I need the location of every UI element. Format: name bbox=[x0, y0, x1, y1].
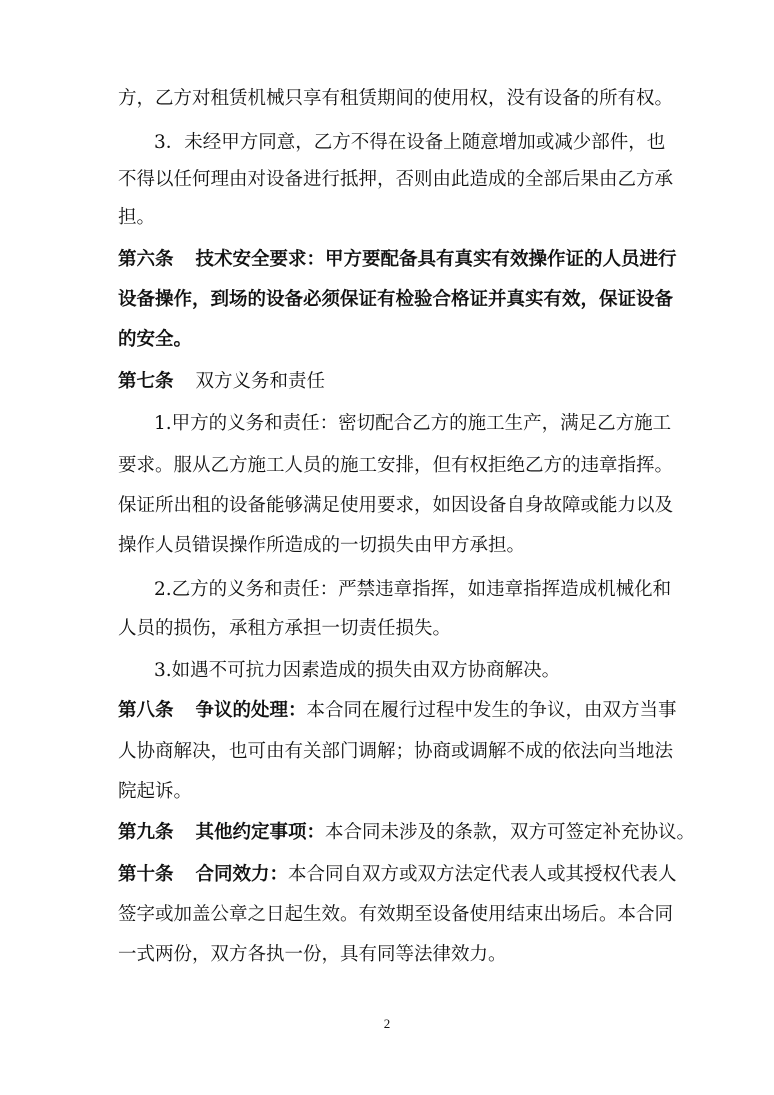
article-9 bbox=[118, 818, 695, 844]
article-heading: 第九条 bbox=[118, 822, 174, 843]
article-title: 合同效力： bbox=[195, 864, 289, 885]
paragraph-line: 院起诉。 bbox=[118, 781, 193, 802]
paragraph-line: 人员的损伤，承租方承担一切责任损失。 bbox=[118, 618, 452, 639]
page-number: 2 bbox=[383, 1016, 391, 1031]
article-10 bbox=[118, 860, 677, 886]
article-heading: 第八条 bbox=[118, 700, 174, 721]
article-7 bbox=[118, 367, 325, 393]
paragraph-line: 要求。服从乙方施工人员的施工安排，但有权拒绝乙方的违章指挥。 bbox=[118, 455, 674, 476]
paragraph-line: 的安全。 bbox=[118, 329, 193, 350]
article-heading: 第六条 bbox=[118, 249, 174, 270]
article-text: 本合同未涉及的条款，双方可签定补充协议。 bbox=[325, 822, 696, 843]
article-text: 本合同在履行过程中发生的争议，由双方当事 bbox=[306, 700, 677, 721]
paragraph-line: 2.乙方的义务和责任：严禁违章指挥，如违章指挥造成机械化和 bbox=[154, 579, 672, 600]
article-title: 双方义务和责任 bbox=[195, 371, 326, 392]
paragraph-line: 担。 bbox=[118, 207, 156, 228]
article-heading: 第十条 bbox=[118, 864, 174, 885]
article-title: 其他约定事项： bbox=[195, 822, 326, 843]
paragraph-line: 保证所出租的设备能够满足使用要求，如因设备自身故障或能力以及 bbox=[118, 495, 674, 516]
paragraph-line: 3.如遇不可抗力因素造成的损失由双方协商解决。 bbox=[154, 660, 561, 681]
paragraph-line: 人协商解决，也可由有关部门调解；协商或调解不成的依法向当地法 bbox=[118, 741, 674, 762]
article-8 bbox=[118, 696, 677, 722]
article-title: 争议的处理： bbox=[195, 700, 307, 721]
paragraph-line: 设备操作，到场的设备必须保证有检验合格证并真实有效，保证设备 bbox=[118, 289, 674, 310]
article-text: 甲方要配备具有真实有效操作证的人员进行 bbox=[325, 249, 677, 270]
article-6 bbox=[118, 245, 677, 271]
paragraph-line: 方，乙方对租赁机械只享有租赁期间的使用权，没有设备的所有权。 bbox=[118, 88, 674, 109]
paragraph-line: 签字或加盖公章之日起生效。有效期至设备使用结束出场后。本合同 bbox=[118, 904, 674, 925]
paragraph-line: 不得以任何理由对设备进行抵押，否则由此造成的全部后果由乙方承 bbox=[118, 169, 674, 190]
paragraph-line: 操作人员错误操作所造成的一切损失由甲方承担。 bbox=[118, 535, 526, 556]
paragraph-line: 1.甲方的义务和责任：密切配合乙方的施工生产，满足乙方施工 bbox=[154, 413, 672, 434]
article-text: 本合同自双方或双方法定代表人或其授权代表人 bbox=[288, 864, 677, 885]
article-heading: 第七条 bbox=[118, 371, 174, 392]
article-title: 技术安全要求： bbox=[195, 249, 326, 270]
paragraph-line: 一式两份，双方各执一份，具有同等法律效力。 bbox=[118, 944, 507, 965]
paragraph-line: 3．未经甲方同意，乙方不得在设备上随意增加或减少部件，也 bbox=[154, 132, 666, 153]
